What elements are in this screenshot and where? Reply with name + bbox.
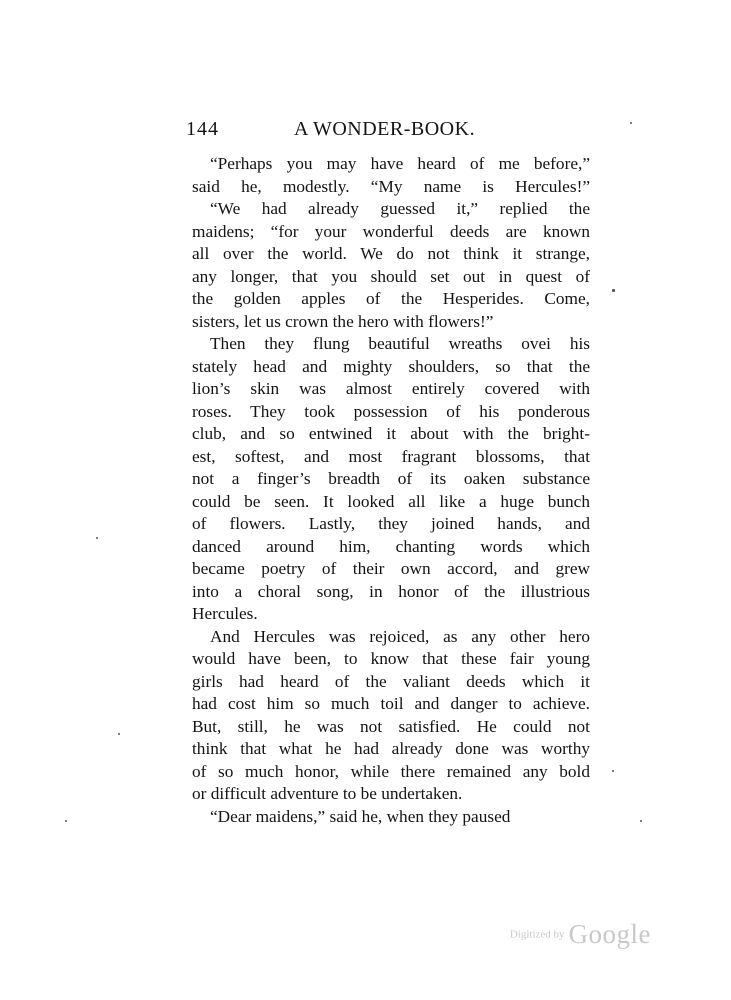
text-line: think that what he had already done was worthy (192, 739, 590, 758)
scan-speck (65, 820, 67, 822)
page-number: 144 (186, 118, 219, 140)
watermark-prefix: Digitized by (509, 928, 565, 941)
scan-speck (630, 122, 632, 124)
text-line: any longer, that you should set out in quest of (192, 266, 590, 286)
scan-speck (612, 289, 615, 292)
text-line: girls had heard of the valiant deeds which it (192, 671, 590, 691)
text-line: stately head and mighty shoulders, so that the (192, 356, 590, 376)
watermark-brand: Google (568, 919, 651, 949)
text-line: became poetry of their own accord, and grew (192, 559, 590, 578)
text-line: roses. They took possession of his ponderous (192, 401, 590, 421)
text-line: lion’s skin was almost entirely covered with (192, 379, 590, 398)
text-line: Hercules. (192, 604, 258, 623)
text-line: or difficult adventure to be undertaken. (192, 784, 463, 803)
text-line: “Dear maidens,” said he, when they paused (210, 806, 511, 826)
text-line: could be seen. It looked all like a huge bunch (192, 491, 590, 511)
running-title: A WONDER-BOOK. (294, 118, 476, 140)
text-line: would have been, to know that these fair young (192, 649, 590, 668)
scan-speck (612, 770, 614, 772)
body-text (192, 153, 590, 828)
scan-speck (96, 537, 98, 539)
text-line: all over the world. We do not think it strange, (192, 244, 590, 263)
text-line: “Perhaps you may have heard of me before,” (210, 154, 590, 173)
text-line: maidens; “for your wonderful deeds are known (192, 221, 590, 241)
text-line: est, softest, and most fragrant blossoms, that (192, 446, 590, 466)
text-line: of flowers. Lastly, they joined hands, and (192, 514, 590, 533)
text-line: But, still, he was not satisfied. He could not (192, 716, 590, 736)
text-line: club, and so entwined it about with the bright- (192, 424, 590, 443)
text-line: And Hercules was rejoiced, as any other hero (210, 626, 590, 646)
text-line: had cost him so much toil and danger to achieve. (192, 694, 590, 713)
text-line: “We had already guessed it,” replied the (210, 199, 590, 218)
text-line: of so much honor, while there remained any bold (192, 761, 590, 781)
text-line: danced around him, chanting words which (192, 536, 590, 556)
text-line: into a choral song, in honor of the illustrious (192, 581, 590, 601)
text-line: the golden apples of the Hesperides. Come, (192, 289, 590, 308)
text-line: sisters, let us crown the hero with flowers!” (192, 311, 494, 331)
text-line: not a finger’s breadth of its oaken substance (192, 469, 590, 488)
digitized-watermark (510, 919, 651, 950)
scan-speck (118, 733, 120, 735)
text-line: said he, modestly. “My name is Hercules!” (192, 176, 590, 196)
page-header (186, 118, 594, 144)
scan-speck (640, 820, 642, 822)
text-line: Then they flung beautiful wreaths ovei his (210, 334, 590, 353)
